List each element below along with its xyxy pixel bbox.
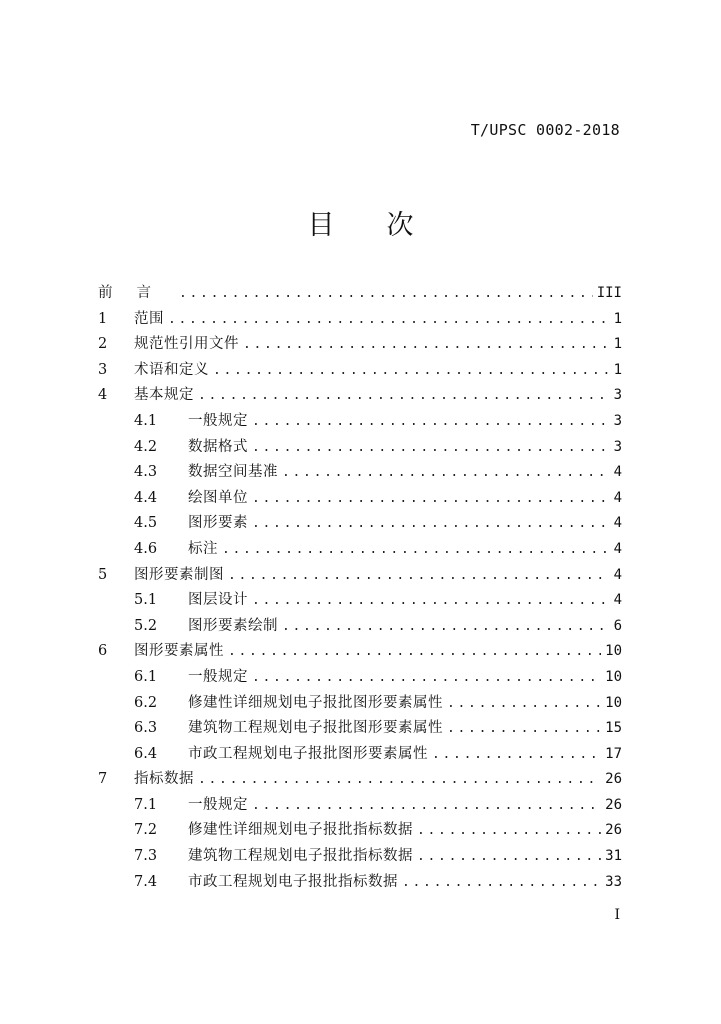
toc-entry-title: 数据空间基准 [188,464,278,481]
toc-entry[interactable] [98,691,622,717]
toc-entry[interactable] [98,818,622,844]
toc-entry[interactable] [98,588,622,614]
toc-entry-page: 4 [613,489,622,506]
toc-entry-title: 数据格式 [188,438,248,455]
toc-entry[interactable] [98,307,622,333]
toc-entry-title: 一般规定 [188,668,248,685]
toc-entry-number: 5.2 [134,617,158,634]
toc-entry-title: 术语和定义 [134,361,209,378]
toc-entry-title: 修建性详细规划电子报批指标数据 [188,822,413,839]
toc-entry-number: 7.3 [134,848,158,865]
toc-leader-dots [243,337,610,352]
toc-entry[interactable] [98,383,622,409]
toc-leader-dots [252,414,610,429]
toc-entry-number: 5.1 [134,592,158,609]
toc-entry-number: 1 [98,310,108,327]
toc-entry[interactable] [98,793,622,819]
toc-leader-dots [228,568,610,583]
toc-entry-number: 4.5 [134,515,158,532]
toc-leader-dots [252,440,610,455]
toc-entry[interactable] [98,358,622,384]
toc-entry-page: 1 [613,336,622,353]
toc-entry-page: 31 [605,848,622,865]
toc-entry-page: 26 [605,771,622,788]
toc-entry-page: 4 [613,464,622,481]
toc-entry-number: 7.4 [134,873,158,890]
toc-entry-number: 6 [98,643,108,660]
toc-entry-page: 6 [613,617,622,634]
document-code: T/UPSC 0002-2018 [470,121,620,139]
toc-entry-number: 6.2 [134,694,158,711]
toc-leader-dots [198,388,610,403]
toc-entry-page: 4 [613,592,622,609]
toc-leader-dots [198,772,601,787]
toc-entry[interactable] [98,665,622,691]
toc-entry-number: 4.1 [134,412,158,429]
toc-entry[interactable] [98,409,622,435]
toc-entry[interactable] [98,486,622,512]
toc-leader-dots [168,312,610,327]
toc-entry-number: 6.3 [134,720,158,737]
toc-entry-title: 建筑物工程规划电子报批图形要素属性 [188,720,443,737]
toc-entry-title: 一般规定 [188,412,248,429]
toc-entry-page: 26 [605,796,622,813]
toc-entry-number: 4.3 [134,464,158,481]
toc-leader-dots [282,619,610,634]
toc-entry-page: 3 [613,438,622,455]
toc-entry-title: 范围 [134,310,164,327]
toc-entry-page: 4 [613,515,622,532]
toc-entry[interactable] [98,537,622,563]
toc-entry-number: 4.2 [134,438,158,455]
toc-entry-page: 15 [605,720,622,737]
toc-entry[interactable] [98,742,622,768]
toc-entry-number: 6.1 [134,668,158,685]
toc-entry-title: 图层设计 [188,592,248,609]
toc-entry-page: 33 [605,873,622,890]
toc-leader-dots [222,542,610,557]
toc-leader-dots [252,798,601,813]
toc-leader-dots [402,875,601,890]
toc-leader-dots [252,516,610,531]
toc-leader-dots [417,823,601,838]
toc-entry-number: 2 [98,336,108,353]
toc-entry[interactable] [98,511,622,537]
toc-entry[interactable] [98,639,622,665]
toc-leader-dots [179,286,593,301]
toc-leader-dots [252,491,610,506]
toc-entry[interactable] [98,460,622,486]
toc-leader-dots [417,849,601,864]
page-title: 目次 [307,210,466,241]
toc-entry-page: 26 [605,822,622,839]
toc-entry-number: 5 [98,566,108,583]
toc-leader-dots [252,670,601,685]
toc-leader-dots [447,721,601,736]
toc-entry[interactable] [98,844,622,870]
toc-entry-title: 市政工程规划电子报批图形要素属性 [188,745,428,762]
toc-entry-page: 3 [613,412,622,429]
toc-entry-page: 10 [605,694,622,711]
toc-entry-page: 3 [613,387,622,404]
toc-entry-title: 前言 [98,285,175,301]
toc-entry-title: 图形要素属性 [134,643,224,660]
toc-leader-dots [252,593,610,608]
toc-entry[interactable] [98,614,622,640]
toc-entry-page: 4 [613,540,622,557]
toc-entry-title: 规范性引用文件 [134,336,239,353]
toc-leader-dots [228,644,601,659]
toc-leader-dots [447,696,601,711]
toc-entry-number: 7 [98,771,108,788]
toc-entry[interactable] [98,716,622,742]
toc-entry-title: 图形要素 [188,515,248,532]
toc-entry-page: 17 [605,745,622,762]
toc-entry-page: III [596,285,622,301]
toc-entry[interactable] [98,870,622,896]
toc-entry-title: 指标数据 [134,771,194,788]
toc-entry-number: 4.6 [134,540,158,557]
toc-entry-title: 图形要素绘制 [188,617,278,634]
toc-entry-page: 10 [605,668,622,685]
toc-entry-title: 建筑物工程规划电子报批指标数据 [188,848,413,865]
toc-entry-title: 修建性详细规划电子报批图形要素属性 [188,694,443,711]
toc-entry-number: 6.4 [134,745,158,762]
toc-entry-title: 一般规定 [188,796,248,813]
toc-entry[interactable] [98,332,622,358]
toc-entry-page: 4 [613,566,622,583]
page-number: I [614,907,620,923]
toc-entry-title: 绘图单位 [188,489,248,506]
toc-entry[interactable] [98,767,622,793]
toc-entry-number: 4 [98,387,108,404]
toc-entry[interactable] [98,563,622,589]
table-of-contents [98,281,622,895]
toc-entry-number: 7.1 [134,796,158,813]
toc-entry-title: 标注 [188,540,218,557]
toc-entry-number: 7.2 [134,822,158,839]
toc-entry-page: 1 [613,310,622,327]
toc-entry-title: 市政工程规划电子报批指标数据 [188,873,398,890]
toc-entry-number: 4.4 [134,489,158,506]
toc-entry-number: 3 [98,361,108,378]
toc-entry-page: 10 [605,643,622,660]
toc-entry-title: 基本规定 [134,387,194,404]
toc-entry[interactable] [98,435,622,461]
toc-leader-dots [282,465,610,480]
toc-entry-title: 图形要素制图 [134,566,224,583]
toc-entry-page: 1 [613,361,622,378]
toc-leader-dots [213,363,610,378]
toc-entry[interactable] [98,281,622,307]
toc-leader-dots [432,747,601,762]
